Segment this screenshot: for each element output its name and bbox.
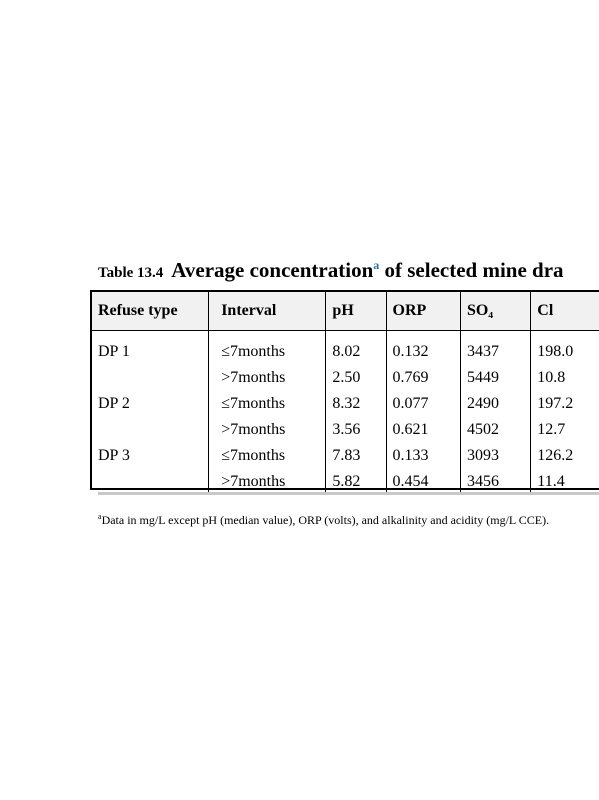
cell-refuse-type <box>92 365 209 391</box>
cell-ph: 8.32 <box>326 391 386 417</box>
cell-interval: ≤7months <box>209 331 326 366</box>
cell-refuse-type <box>92 417 209 443</box>
table-title-text: Average concentration <box>171 258 374 282</box>
table-title-rest: of selected mine dra <box>379 258 564 282</box>
header-so4: SO₄ <box>460 292 530 331</box>
cell-ph: 2.50 <box>326 365 386 391</box>
data-table-container <box>90 290 599 490</box>
table-header-row <box>92 292 599 331</box>
footnote-text: Data in mg/L except pH (median value), ORP (volts), and alkalinity and acidity (mg/L CCE). <box>101 513 550 527</box>
cell-orp: 0.454 <box>386 469 460 495</box>
table-bottom-rule <box>98 492 599 495</box>
cell-interval: ≤7months <box>209 391 326 417</box>
cell-cl: 11.4 <box>531 469 599 495</box>
cell-ph: 5.82 <box>326 469 386 495</box>
cell-orp: 0.133 <box>386 443 460 469</box>
cell-cl: 126.2 <box>531 443 599 469</box>
footnote-marker-link[interactable]: a <box>373 258 380 272</box>
table-row <box>92 391 599 417</box>
header-orp: ORP <box>386 292 460 331</box>
cell-orp: 0.077 <box>386 391 460 417</box>
cell-refuse-type: DP 3 <box>92 443 209 469</box>
cell-cl: 10.8 <box>531 365 599 391</box>
cell-so4: 5449 <box>460 365 530 391</box>
table-row <box>92 443 599 469</box>
cell-interval: >7months <box>209 365 326 391</box>
cell-orp: 0.769 <box>386 365 460 391</box>
table-caption <box>98 258 564 283</box>
cell-interval: >7months <box>209 469 326 495</box>
cell-cl: 12.7 <box>531 417 599 443</box>
footnote-marker: a <box>98 512 102 521</box>
cell-refuse-type: DP 1 <box>92 331 209 366</box>
cell-ph: 8.02 <box>326 331 386 366</box>
table-label: Table 13.4 <box>98 265 164 281</box>
cell-ph: 7.83 <box>326 443 386 469</box>
table-row <box>92 365 599 391</box>
header-interval: Interval <box>209 292 326 331</box>
cell-ph: 3.56 <box>326 417 386 443</box>
cell-interval: >7months <box>209 417 326 443</box>
data-table <box>92 292 599 495</box>
cell-orp: 0.621 <box>386 417 460 443</box>
cell-cl: 198.0 <box>531 331 599 366</box>
table-row <box>92 331 599 366</box>
table-title <box>171 258 563 282</box>
cell-so4: 2490 <box>460 391 530 417</box>
cell-cl: 197.2 <box>531 391 599 417</box>
header-ph: pH <box>326 292 386 331</box>
cell-so4: 3437 <box>460 331 530 366</box>
cell-refuse-type: DP 2 <box>92 391 209 417</box>
cell-interval: ≤7months <box>209 443 326 469</box>
cell-so4: 3456 <box>460 469 530 495</box>
table-footnote <box>98 512 549 528</box>
header-refuse-type: Refuse type <box>92 292 209 331</box>
table-row <box>92 417 599 443</box>
cell-so4: 3093 <box>460 443 530 469</box>
header-cl: Cl <box>531 292 599 331</box>
cell-orp: 0.132 <box>386 331 460 366</box>
cell-so4: 4502 <box>460 417 530 443</box>
